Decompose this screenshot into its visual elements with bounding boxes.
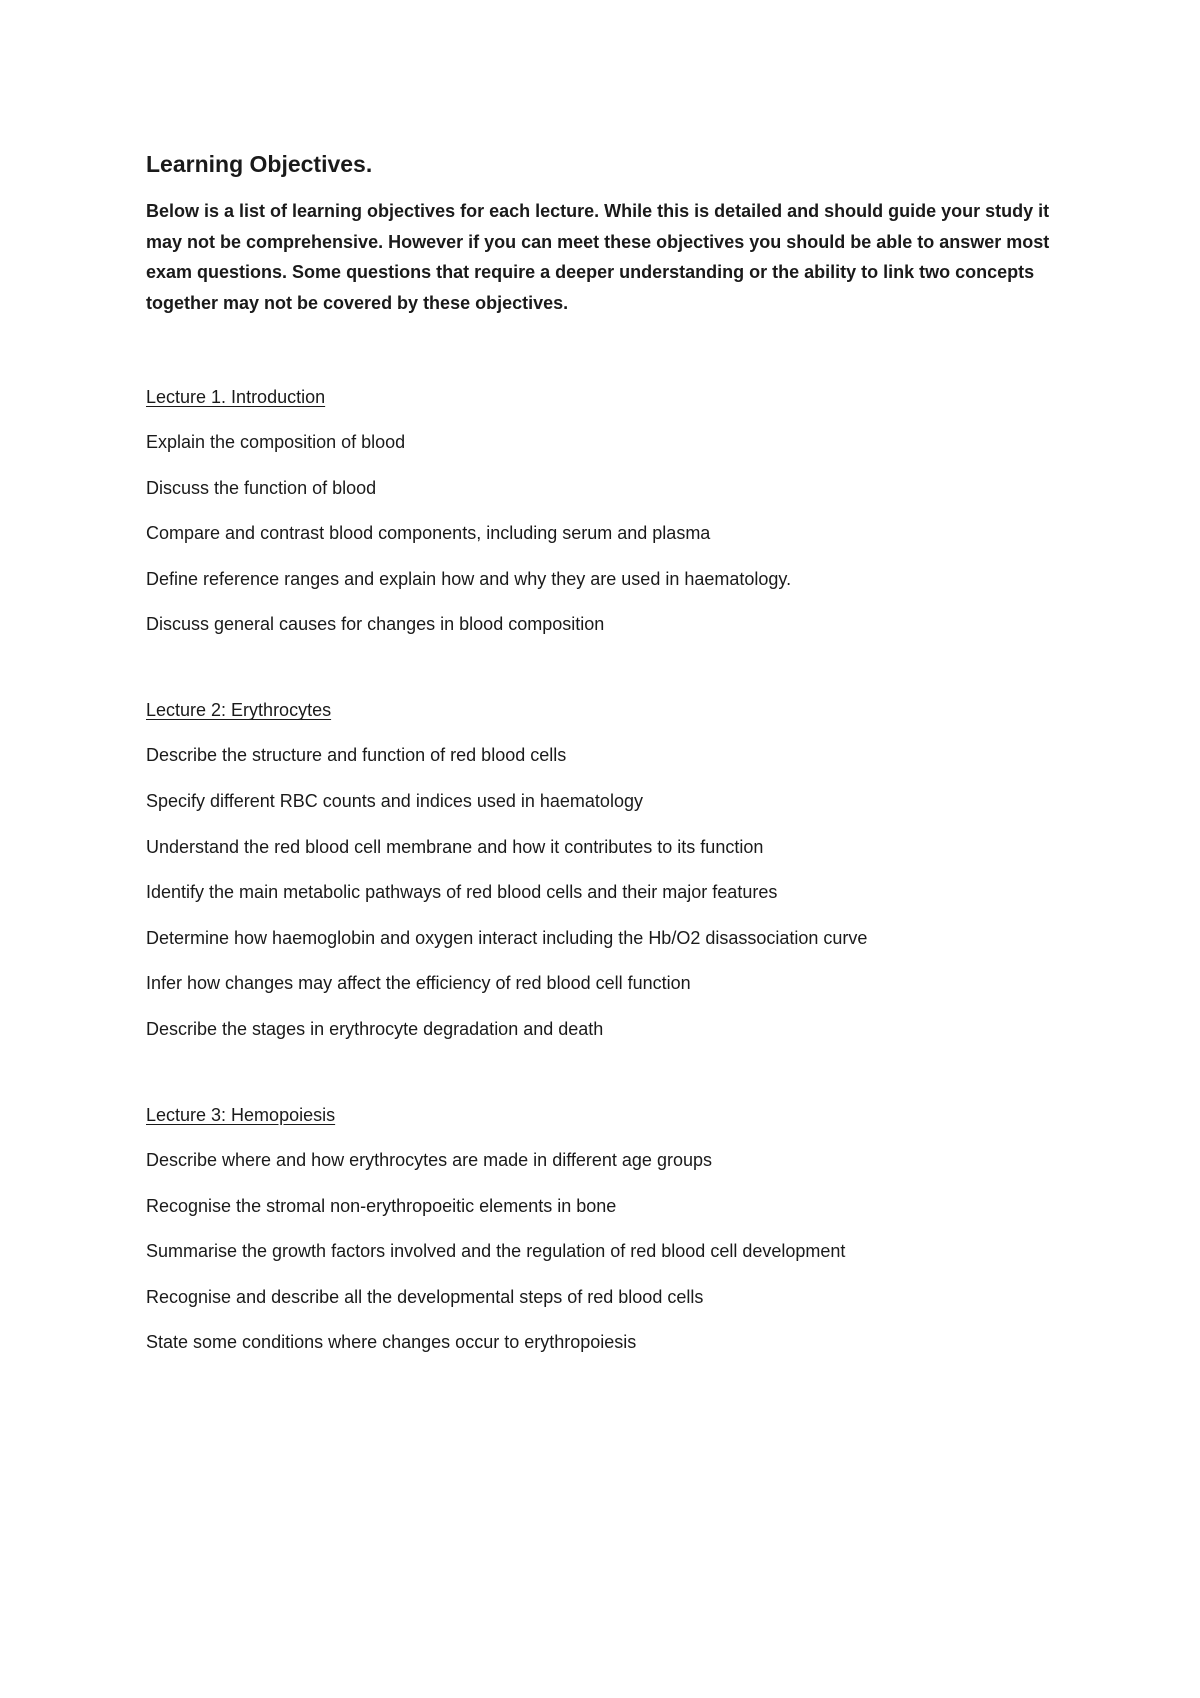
list-item: Infer how changes may affect the efficiency of red blood cell function bbox=[146, 973, 691, 994]
list-item: Specify different RBC counts and indices used in haematology bbox=[146, 790, 643, 811]
list-item: Define reference ranges and explain how and why they are used in haematology. bbox=[146, 568, 792, 589]
list-item: Identify the main metabolic pathways of red blood cells and their major features bbox=[146, 882, 778, 903]
list-item: Recognise and describe all the developmental steps of red blood cells bbox=[146, 1286, 704, 1307]
lecture-1-heading: Lecture 1. Introduction bbox=[146, 387, 326, 407]
lecture-3-heading: Lecture 3: Hemopoiesis bbox=[146, 1104, 336, 1125]
list-item: Describe where and how erythrocytes are made in different age groups bbox=[146, 1149, 712, 1170]
list-item: Discuss general causes for changes in blood composition bbox=[146, 614, 605, 635]
list-item: Discuss the function of blood bbox=[146, 477, 377, 498]
list-item: Summarise the growth factors involved and the regulation of red blood cell development bbox=[146, 1241, 846, 1262]
page-title: Learning Objectives. bbox=[146, 151, 373, 177]
lecture-2-section bbox=[146, 698, 1076, 1041]
list-item: Understand the red blood cell membrane and how it contributes to its function bbox=[146, 836, 764, 857]
list-item: Explain the composition of blood bbox=[146, 432, 406, 452]
list-item: Describe the structure and function of red blood cells bbox=[146, 745, 567, 766]
list-item: Describe the stages in erythrocyte degradation and death bbox=[146, 1018, 604, 1039]
list-item: Recognise the stromal non-erythropoeitic elements in bone bbox=[146, 1195, 617, 1216]
lecture-3-section bbox=[146, 1103, 1076, 1354]
list-item: Compare and contrast blood components, including serum and plasma bbox=[146, 523, 711, 544]
list-item: State some conditions where changes occur to erythropoiesis bbox=[146, 1332, 637, 1353]
document-body bbox=[146, 148, 1076, 1354]
intro-paragraph: Below is a list of learning objectives for each lecture. While this is detailed and should guide your study it may not be comprehensive. However if you can meet these objectives you should be able to answer most exam questions. Some questions that require a deeper understanding or the ability to link two concepts together may not be covered by these objectives. bbox=[146, 201, 1050, 313]
lecture-2-heading: Lecture 2: Erythrocytes bbox=[146, 700, 332, 721]
list-item: Determine how haemoglobin and oxygen interact including the Hb/O2 disassociation curve bbox=[146, 927, 868, 948]
lecture-1-section bbox=[146, 385, 1076, 636]
